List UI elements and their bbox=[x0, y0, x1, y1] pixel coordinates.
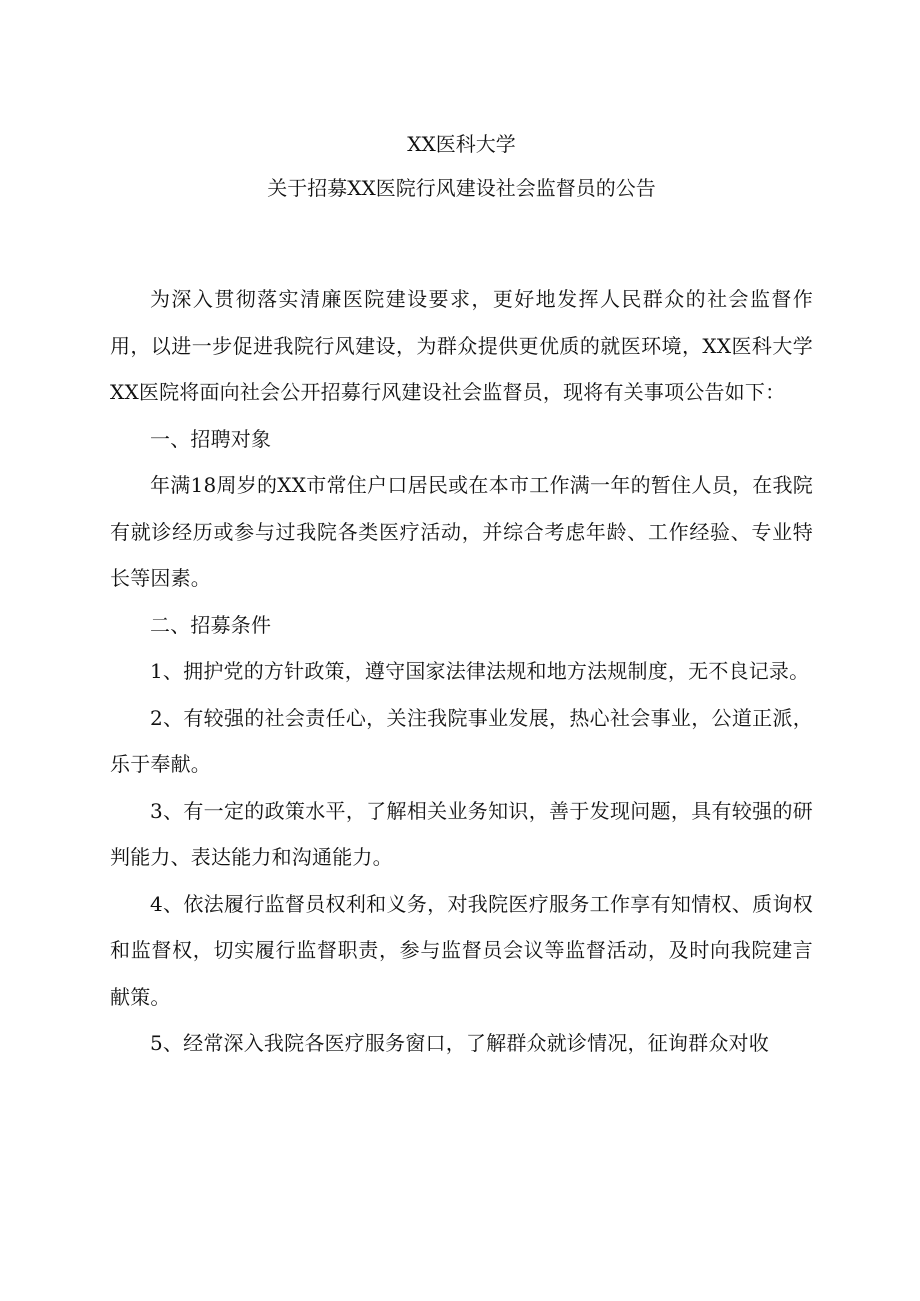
section-heading-recruit-target: 一、招聘对象 bbox=[150, 426, 272, 451]
condition-item-2: 2、有较强的社会责任心，关注我院事业发展，热心社会事业，公道正派，乐于奉献。 bbox=[110, 705, 813, 776]
condition-item-5: 5、经常深入我院各医疗服务窗口，了解群众就诊情况，征询群众对收 bbox=[150, 1031, 769, 1055]
document-subtitle: 关于招募XX医院行风建设社会监督员的公告 bbox=[267, 176, 656, 200]
section-heading-conditions: 二、招募条件 bbox=[150, 612, 272, 637]
condition-item-3: 3、有一定的政策水平，了解相关业务知识，善于发现问题，具有较强的研判能力、表达能力和沟通能力。 bbox=[110, 798, 813, 869]
document-page bbox=[110, 128, 813, 1067]
condition-item-4: 4、依法履行监督员权利和义务，对我院医疗服务工作享有知情权、质询权和监督权，切实履行监督职责，参与监督员会议等监督活动，及时向我院建言献策。 bbox=[110, 891, 813, 1009]
condition-item-1: 1、拥护党的方针政策，遵守国家法律法规和地方法规制度，无不良记录。 bbox=[150, 659, 810, 683]
paragraph-intro: 为深入贯彻落实清廉医院建设要求，更好地发挥人民群众的社会监督作用，以进一步促进我院行风建设，为群众提供更优质的就医环境，XX医科大学XX医院将面向社会公开招募行风建设社会监督员，现将有关事项公告如下： bbox=[110, 287, 813, 404]
paragraph-recruit-target: 年满18周岁的XX市常住户口居民或在本市工作满一年的暂住人员，在我院有就诊经历或参与过我院各类医疗活动，并综合考虑年龄、工作经验、专业特长等因素。 bbox=[110, 473, 813, 590]
document-title: XX医科大学 bbox=[407, 132, 516, 156]
document-body bbox=[110, 276, 813, 1067]
